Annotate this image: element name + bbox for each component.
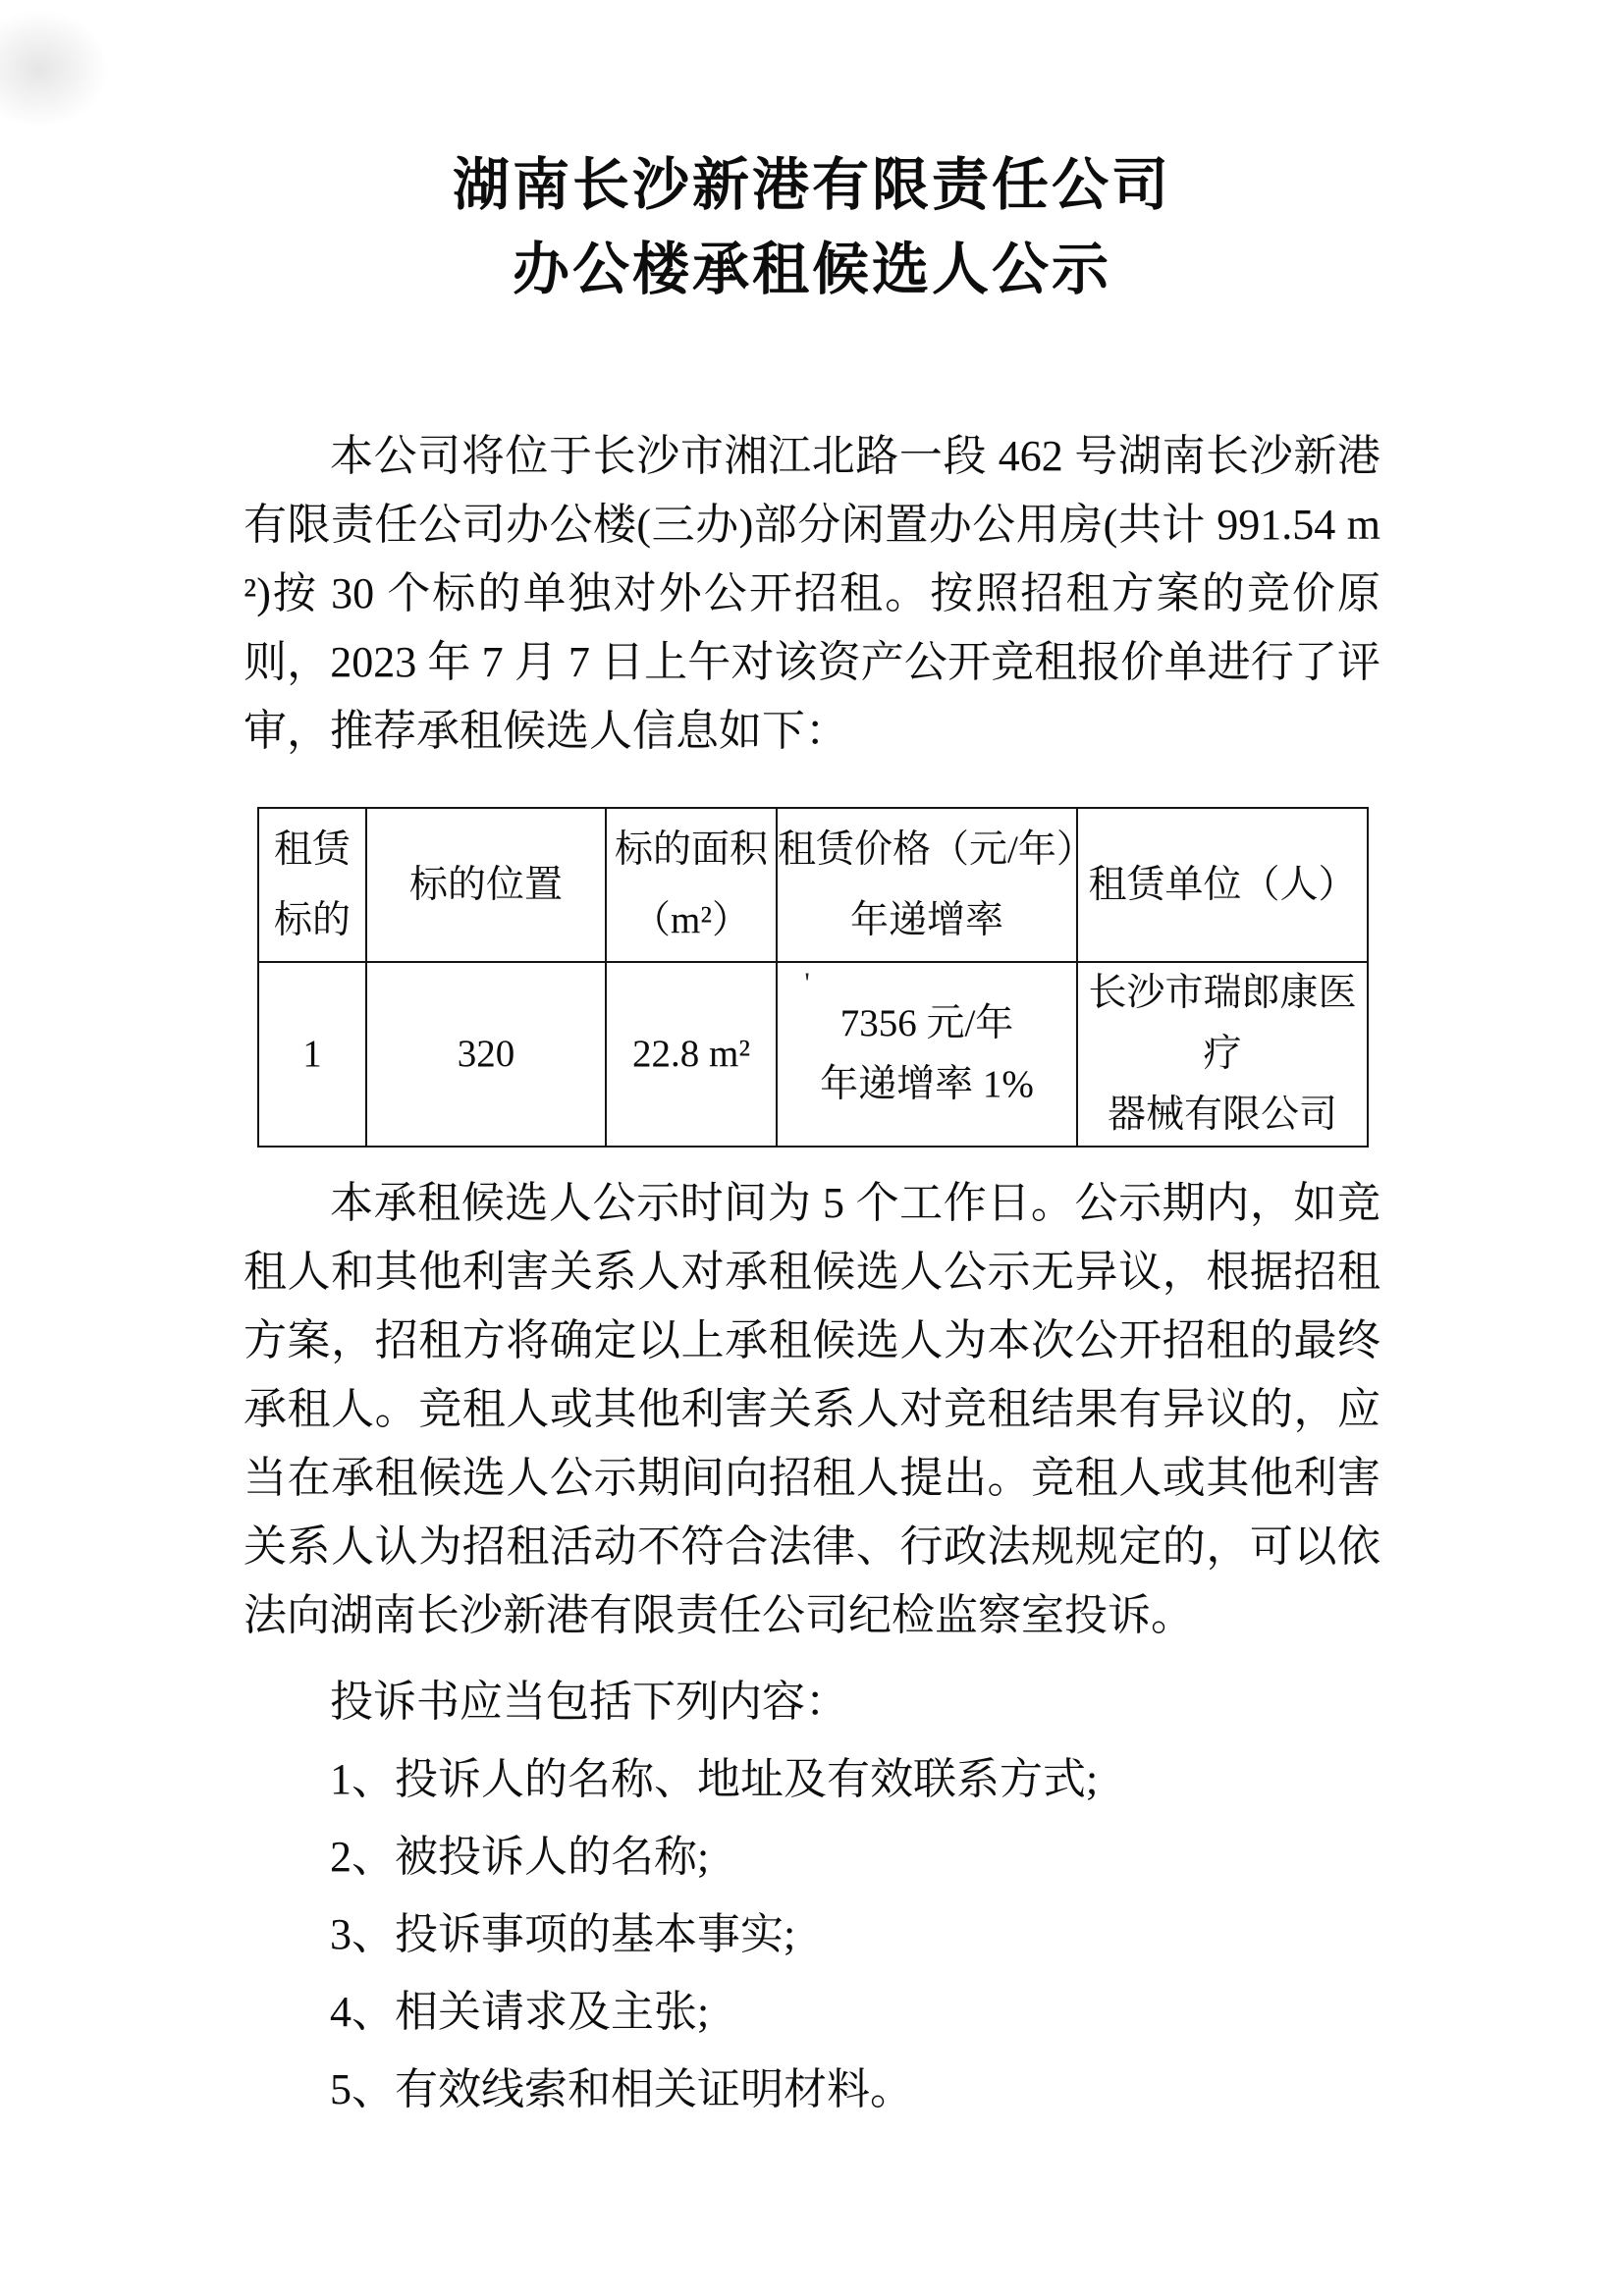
header-lease-subject-line2: 标的 — [273, 898, 351, 941]
price-value-line2: 年递增率 1% — [820, 1063, 1034, 1105]
cell-price — [777, 962, 1077, 1147]
table-header-row — [258, 808, 1368, 962]
cell-area — [606, 962, 777, 1147]
area-value: 22.8 m² — [631, 1033, 751, 1075]
complaint-item-3: 3、投诉事项的基本事实; — [330, 1910, 796, 1958]
header-tenant-label: 租赁单位（人） — [1088, 863, 1357, 906]
candidate-table — [257, 807, 1369, 1148]
header-price-line2: 年递增率 — [849, 898, 1003, 941]
complaint-item-2: 2、被投诉人的名称; — [330, 1833, 710, 1881]
complaint-list — [243, 1740, 1380, 2128]
lease-id-value: 1 — [302, 1033, 322, 1075]
cell-lease-id — [258, 962, 366, 1147]
header-cell-lease-subject — [258, 808, 366, 962]
document-title-line1: 湖南长沙新港有限责任公司 — [452, 153, 1171, 217]
result-paragraph: 本承租候选人公示时间为 5 个工作日。公示期内，如竞租人和其他利害关系人对承租候选人公示无异议，根据招租方案，招租方将确定以上承租候选人为本次公开招租的最终承租人。竞租人或其他利害关系人对竞租结果有异议的，应当在承租候选人公示期间向招租人提出。竞租人或其他利害关系人认为招租活动不符合法律、行政法规规定的，可以依法向湖南长沙新港有限责任公司纪检监察室投诉。 — [243, 1179, 1380, 1639]
complaint-item-5: 5、有效线索和相关证明材料。 — [330, 2065, 913, 2113]
price-value-line1: 7356 元/年 — [839, 1002, 1014, 1044]
header-cell-area — [606, 808, 777, 962]
header-price-line1: 租赁价格（元/年） — [778, 828, 1095, 871]
document-title — [243, 143, 1380, 312]
header-location-label: 标的位置 — [408, 863, 563, 906]
location-value: 320 — [457, 1033, 515, 1075]
document-title-line2: 办公楼承租候选人公示 — [512, 238, 1111, 301]
header-lease-subject-line1: 租赁 — [273, 828, 351, 871]
scan-artifact-mark: ' — [804, 967, 810, 999]
cell-tenant — [1077, 962, 1368, 1147]
header-cell-tenant — [1077, 808, 1368, 962]
scan-noise-smudge — [0, 10, 108, 128]
tenant-value-line1: 长沙市瑞郎康医疗 — [1088, 972, 1357, 1075]
complaint-item-1: 1、投诉人的名称、地址及有效联系方式; — [330, 1755, 1099, 1803]
header-area-line2: （m²） — [631, 898, 751, 941]
header-cell-location — [366, 808, 606, 962]
header-cell-price — [777, 808, 1095, 962]
complaint-intro: 投诉书应当包括下列内容： — [330, 1678, 848, 1726]
document-content — [243, 0, 1380, 2128]
table-row — [258, 962, 1368, 1147]
complaint-item-4: 4、相关请求及主张; — [330, 1988, 710, 2036]
cell-location — [366, 962, 606, 1147]
header-area-line1: 标的面积 — [614, 828, 768, 871]
intro-paragraph: 本公司将位于长沙市湘江北路一段 462 号湖南长沙新港有限责任公司办公楼(三办)部分闲置办公用房(共计 991.54 m²)按 30 个标的单独对外公开招租。按照招租方案的竞价原则，2023 年 7 月 7 日上午对该资产公开竞租报价单进行了评审，推荐承租候选人信息如下： — [243, 432, 1380, 755]
tenant-value-line2: 器械有限公司 — [1107, 1094, 1337, 1136]
